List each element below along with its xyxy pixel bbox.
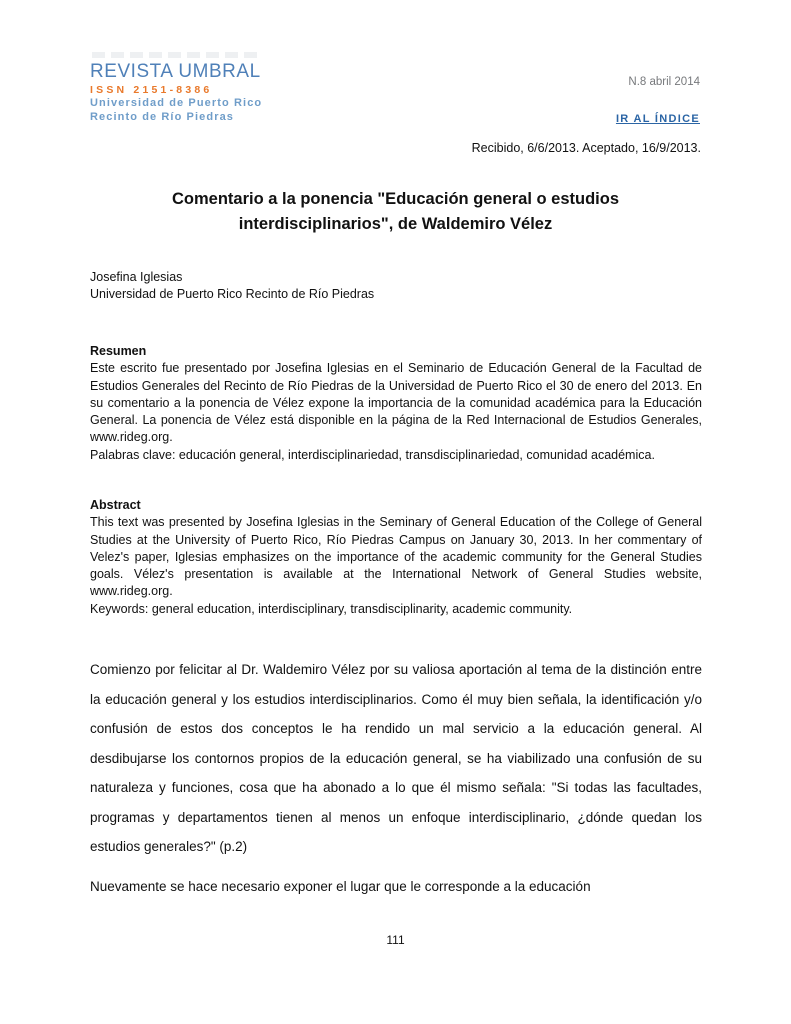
journal-logo bbox=[90, 62, 266, 124]
resumen-heading: Resumen bbox=[90, 344, 147, 358]
abstract-keywords: Keywords: general education, interdisciplinary, transdisciplinarity, academic community. bbox=[90, 601, 573, 616]
journal-logo-title: REVISTA UMBRAL bbox=[90, 60, 261, 82]
author-block bbox=[90, 269, 374, 303]
abstract-text: This text was presented by Josefina Iglesias in the Seminary of General Education of the College of General Studies at the University of Puerto Rico, Río Piedras Campus on January 30, 2013. In her commentary of Velez's paper, Iglesias emphasizes on the importance of the academic community for the General Studies goals. Vélez's presentation is available at the International Network of General Studies website, www.rideg.org. bbox=[90, 515, 702, 599]
abstract-section bbox=[90, 497, 702, 618]
article-title: Comentario a la ponencia "Educación general o estudios interdisciplinarios", de Waldemiro Vélez bbox=[171, 190, 619, 233]
resumen-section bbox=[90, 343, 702, 464]
scan-artifact bbox=[92, 52, 260, 58]
received-accepted-dates: Recibido, 6/6/2013. Aceptado, 16/9/2013. bbox=[471, 141, 701, 155]
resumen-keywords: Palabras clave: educación general, interdisciplinariedad, transdisciplinariedad, comunidad académica. bbox=[90, 447, 655, 462]
body-paragraph: Nuevamente se hace necesario exponer el lugar que le corresponde a la educación bbox=[90, 878, 591, 894]
journal-issn: ISSN 2151-8386 bbox=[90, 83, 213, 96]
author-affiliation: Universidad de Puerto Rico Recinto de Río Piedras bbox=[90, 287, 375, 301]
page-number: 111 bbox=[386, 933, 405, 947]
go-to-index-link[interactable]: IR AL ÍNDICE bbox=[615, 113, 700, 125]
article-body bbox=[90, 655, 702, 901]
resumen-text: Este escrito fue presentado por Josefina Iglesias en el Seminario de Educación General de la Facultad de Estudios Generales del Recinto de Río Piedras de la Universidad de Puerto Rico el 30 de enero del 2013. En su comentario a la ponencia de Vélez expone la importancia de la comunidad académica para la Educación General. La ponencia de Vélez está disponible en la página de la Red Internacional de Estudios Generales, www.rideg.org. bbox=[90, 361, 702, 445]
abstract-heading: Abstract bbox=[90, 498, 141, 512]
journal-org-line2: Recinto de Río Piedras bbox=[90, 110, 235, 123]
journal-org-line1: Universidad de Puerto Rico bbox=[90, 97, 263, 109]
issue-date: N.8 abril 2014 bbox=[628, 76, 700, 88]
author-name: Josefina Iglesias bbox=[90, 270, 183, 284]
article-title-wrap bbox=[0, 187, 791, 237]
body-paragraph: Comienzo por felicitar al Dr. Waldemiro Vélez por su valiosa aportación al tema de la distinción entre la educación general y los estudios interdisciplinarios. Como él muy bien señala, la identificación y/o confusión de estos dos conceptos le ha rendido un mal servicio a la educación general. Al desdibujarse los contornos propios de la educación general, se ha viabilizado una confusión de su naturaleza y funciones, cosa que ha abonado a lo que él mismo señala: "Si todas las facultades, programas y departamentos tienen al menos un enfoque interdisciplinario, ¿dónde quedan los estudios generales?" (p.2) bbox=[90, 662, 702, 854]
